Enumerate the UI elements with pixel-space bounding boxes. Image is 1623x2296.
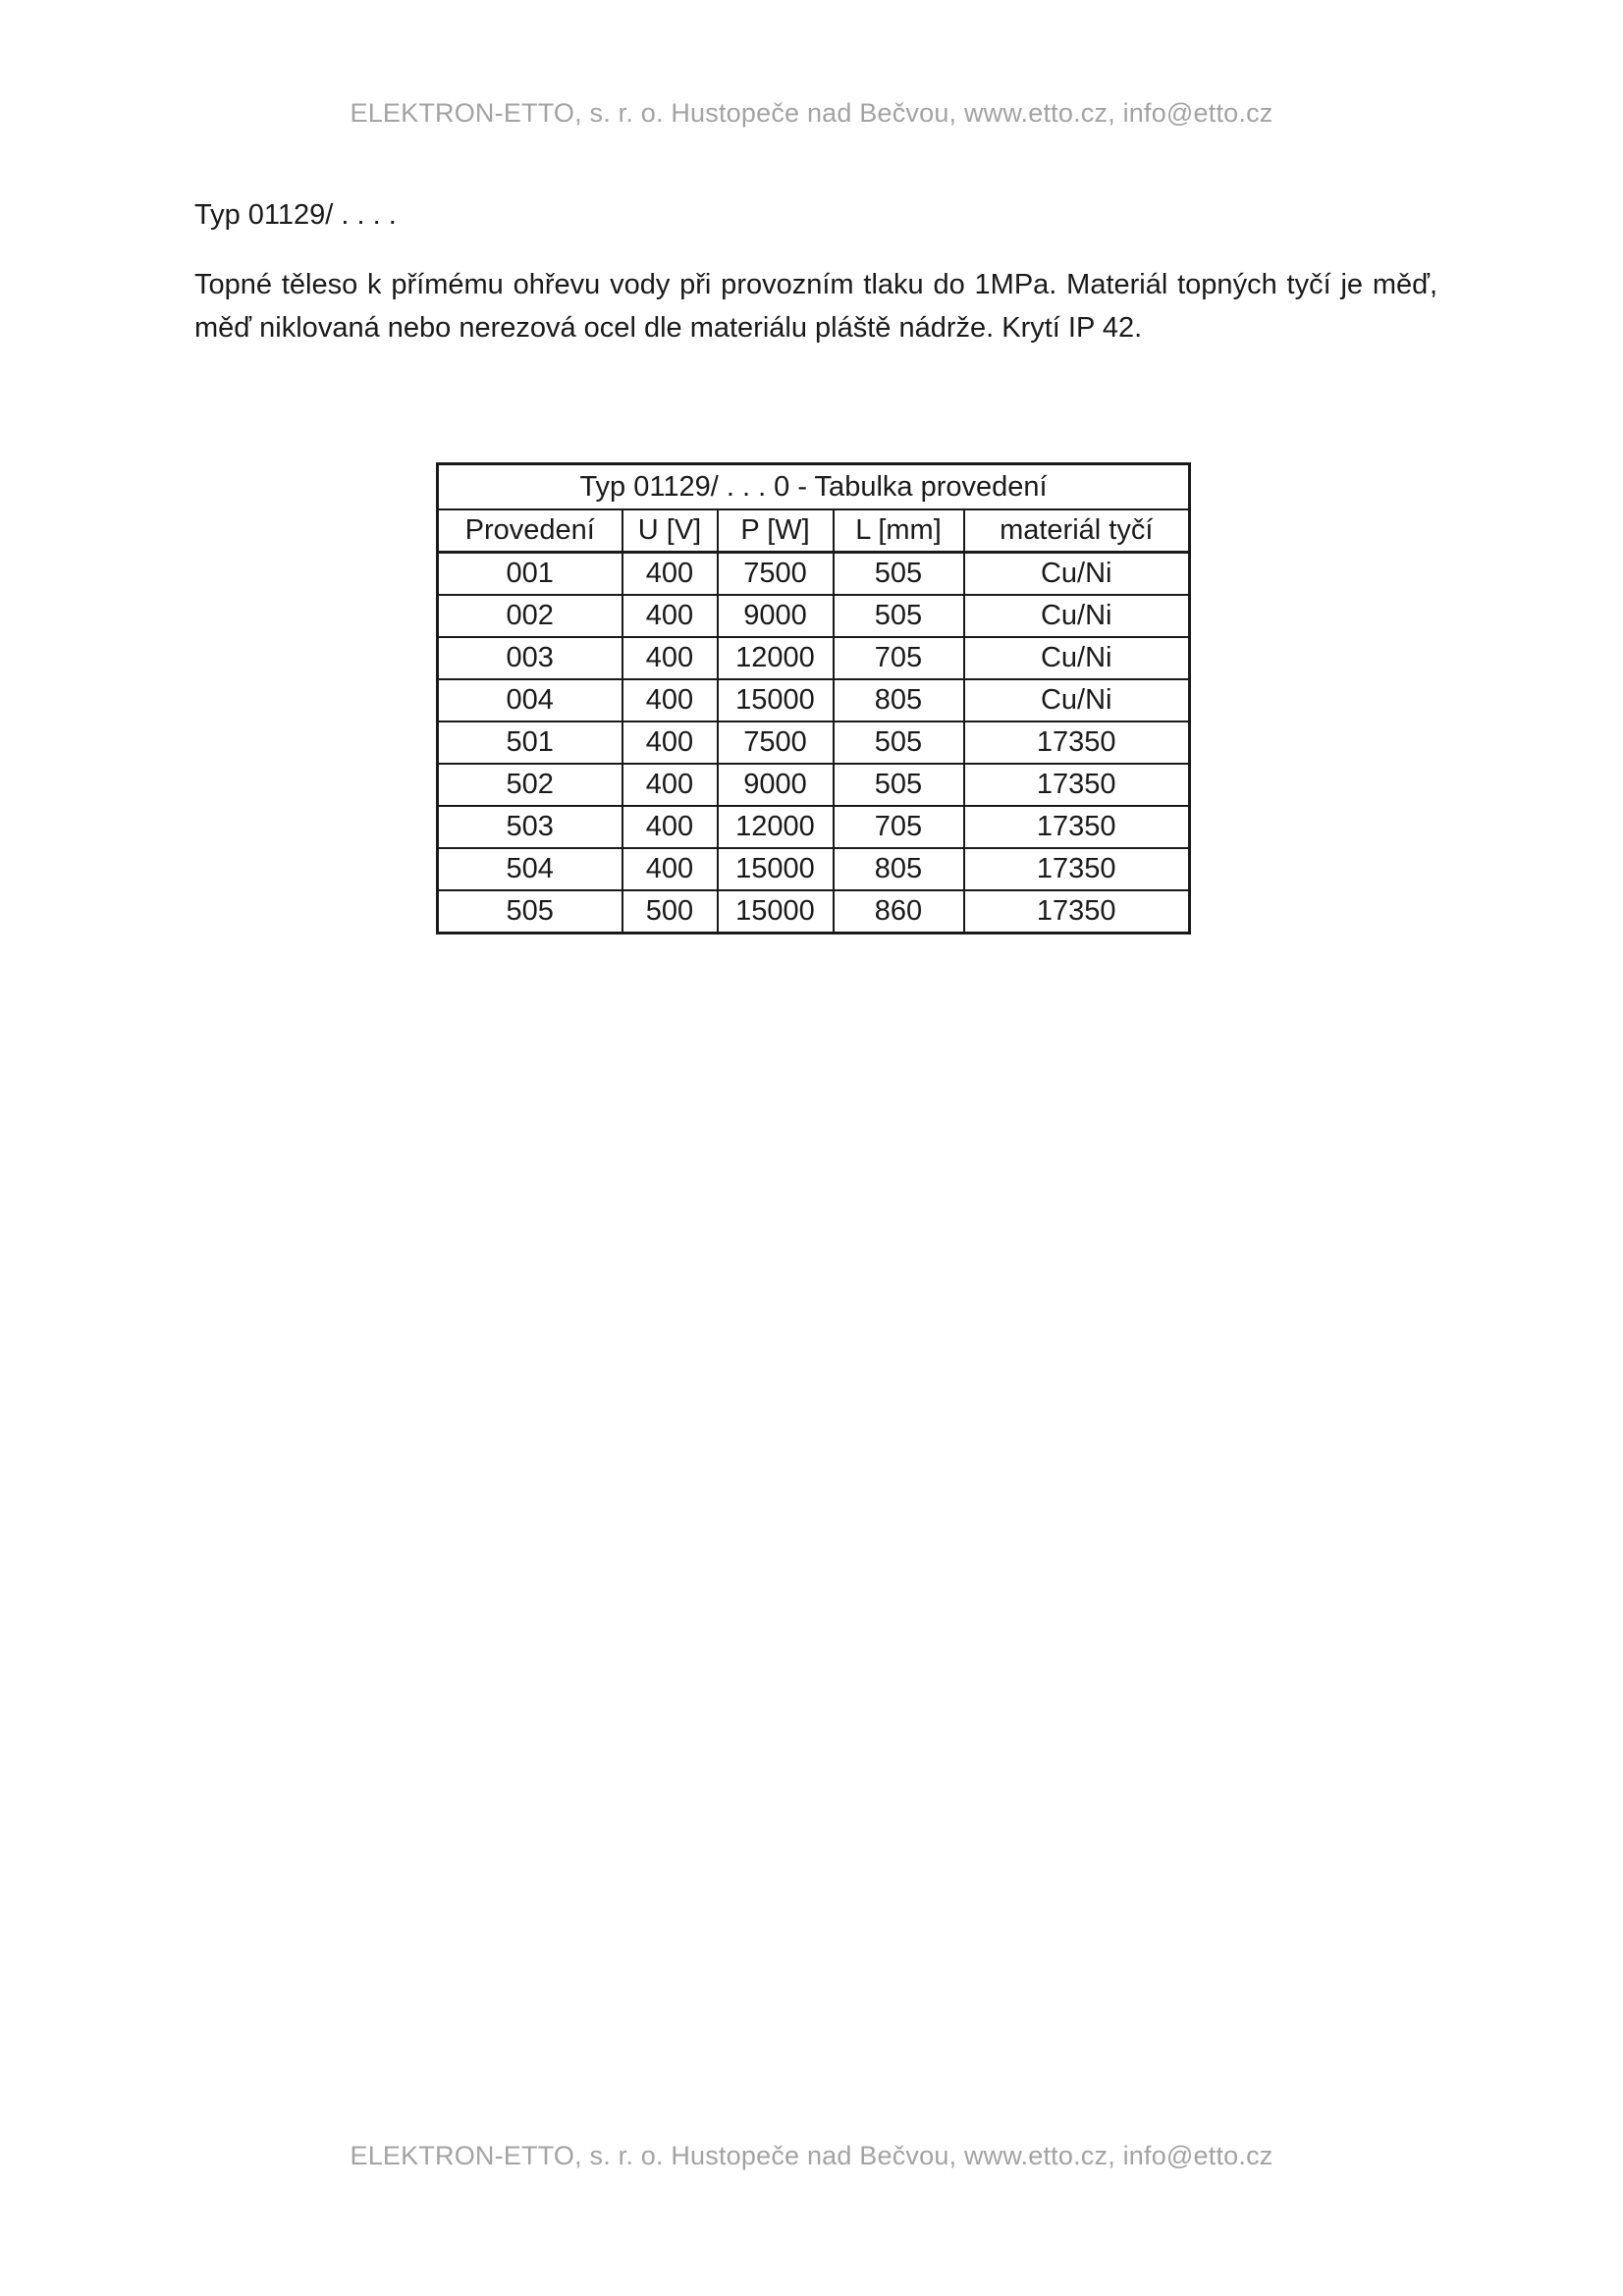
table-cell: 400 — [622, 721, 718, 764]
page-header: ELEKTRON-ETTO, s. r. o. Hustopeče nad Bečvou, www.etto.cz, info@etto.cz — [350, 98, 1273, 128]
table-cell: 505 — [834, 553, 964, 596]
table-cell: 15000 — [718, 890, 834, 934]
table-cell: 505 — [438, 890, 622, 934]
table-cell: 400 — [622, 806, 718, 848]
table-cell: 002 — [438, 595, 622, 637]
table-cell: 003 — [438, 637, 622, 679]
table-cell: 9000 — [718, 595, 834, 637]
table-row — [438, 848, 1190, 890]
table-body — [438, 553, 1190, 934]
table-cell: 400 — [622, 595, 718, 637]
table-cell: 12000 — [718, 806, 834, 848]
table-cell: 400 — [622, 553, 718, 596]
column-header-material: materiál tyčí — [964, 509, 1190, 553]
table-cell: 004 — [438, 679, 622, 721]
table-title: Typ 01129/ . . . 0 - Tabulka provedení — [438, 464, 1190, 510]
page-footer: ELEKTRON-ETTO, s. r. o. Hustopeče nad Bečvou, www.etto.cz, info@etto.cz — [350, 2141, 1273, 2170]
table-cell: 17350 — [964, 848, 1190, 890]
table-cell: 400 — [622, 764, 718, 806]
table-row — [438, 679, 1190, 721]
table-cell: Cu/Ni — [964, 595, 1190, 637]
table-cell: 501 — [438, 721, 622, 764]
product-description: Topné těleso k přímému ohřevu vody při provozním tlaku do 1MPa. Materiál topných tyčí je měď, měď niklovaná nebo nerezová ocel dle materiálu pláště nádrže. Krytí IP 42. — [194, 269, 1437, 344]
column-header-voltage: U [V] — [622, 509, 718, 553]
table-cell: 504 — [438, 848, 622, 890]
table-cell: 12000 — [718, 637, 834, 679]
table-row — [438, 721, 1190, 764]
table-cell: 705 — [834, 637, 964, 679]
table-cell: 505 — [834, 595, 964, 637]
table-row — [438, 595, 1190, 637]
table-cell: 400 — [622, 637, 718, 679]
table-cell: 503 — [438, 806, 622, 848]
table-cell: 7500 — [718, 721, 834, 764]
table-cell: 500 — [622, 890, 718, 934]
column-header-power: P [W] — [718, 509, 834, 553]
table-cell: 805 — [834, 679, 964, 721]
table-cell: 805 — [834, 848, 964, 890]
type-heading: Typ 01129/ . . . . — [194, 199, 397, 231]
table-cell: 15000 — [718, 679, 834, 721]
table-cell: 17350 — [964, 721, 1190, 764]
table-cell: 9000 — [718, 764, 834, 806]
table-cell: 15000 — [718, 848, 834, 890]
variants-table — [436, 462, 1191, 934]
table-cell: 502 — [438, 764, 622, 806]
table-row — [438, 806, 1190, 848]
table-cell: 17350 — [964, 890, 1190, 934]
table-cell: 860 — [834, 890, 964, 934]
table-cell: 001 — [438, 553, 622, 596]
table-cell: 400 — [622, 848, 718, 890]
table-cell: 505 — [834, 721, 964, 764]
table-header-row — [438, 509, 1190, 553]
table-cell: 400 — [622, 679, 718, 721]
table-cell: 505 — [834, 764, 964, 806]
table-cell: 17350 — [964, 806, 1190, 848]
table-cell: 705 — [834, 806, 964, 848]
table-row — [438, 890, 1190, 934]
column-header-length: L [mm] — [834, 509, 964, 553]
column-header-provedeni: Provedení — [438, 509, 622, 553]
table-cell: Cu/Ni — [964, 637, 1190, 679]
table-cell: 7500 — [718, 553, 834, 596]
table-row — [438, 637, 1190, 679]
table-row — [438, 764, 1190, 806]
table-row — [438, 553, 1190, 596]
table-cell: Cu/Ni — [964, 679, 1190, 721]
table-cell: 17350 — [964, 764, 1190, 806]
table-cell: Cu/Ni — [964, 553, 1190, 596]
